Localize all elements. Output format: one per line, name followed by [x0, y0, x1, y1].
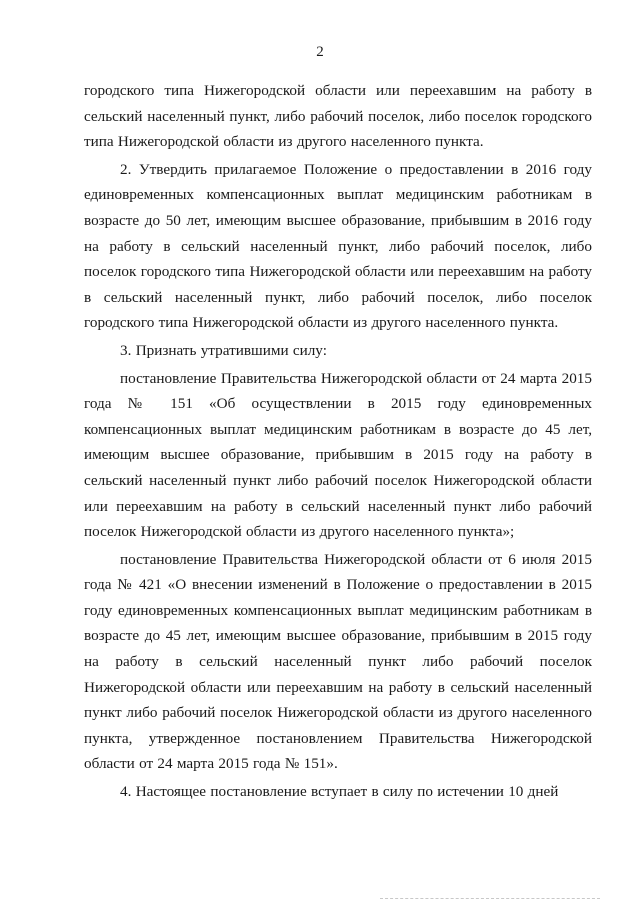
- page-number: 2: [316, 44, 324, 60]
- paragraph-item-3-resolution-151: постановление Правительства Нижегородской области от 24 марта 2015 года № 151 «Об осуществлении в 2015 году единовременных компенсационных выплат медицинским работникам в возрасте до 45 лет, имеющим высшее образование, прибывшим в 2015 году на работу в сельский населенный пункт либо рабочий поселок Нижегородской области или переехавшим на работу в сельский населенный пункт либо рабочий поселок Нижегородской области из другого населенного пункта»;: [84, 369, 592, 541]
- document-body: [84, 78, 592, 807]
- paragraph-item-3-resolution-421: постановление Правительства Нижегородской области от 6 июля 2015 года № 421 «О внесении изменений в Положение о предоставлении в 2015 году единовременных компенсационных выплат медицинским работникам в возрасте до 45 лет, имеющим высшее образование, прибывшим в 2015 году на работу в сельский населенный пункт либо рабочий поселок Нижегородской области или переехавшим на работу в сельский населенный пункт либо рабочий поселок Нижегородской области из другого населенного пункта, утвержденное постановлением Правительства Нижегородской области от 24 марта 2015 года № 151».: [84, 550, 592, 773]
- paragraph-item-4: 4. Настоящее постановление вступает в силу по истечении 10 дней: [120, 783, 559, 801]
- scan-edge-line: [380, 898, 600, 900]
- paragraph-item-3: 3. Признать утратившими силу:: [120, 341, 327, 359]
- paragraph-item-2: 2. Утвердить прилагаемое Положение о предоставлении в 2016 году единовременных компенсационных выплат медицинским работникам в возрасте до 50 лет, имеющим высшее образование, прибывшим в 2016 году на работу в сельский населенный пункт, либо рабочий поселок, либо поселок городского типа Нижегородской области или переехавшим на работу в сельский населенный пункт, либо рабочий поселок, либо поселок городского типа Нижегородской области из другого населенного пункта.: [84, 160, 592, 332]
- paragraph-continuation: городского типа Нижегородской области или переехавшим на работу в сельский населенный пункт, либо рабочий поселок, либо поселок городского типа Нижегородской области из другого населенного пункта.: [84, 82, 592, 151]
